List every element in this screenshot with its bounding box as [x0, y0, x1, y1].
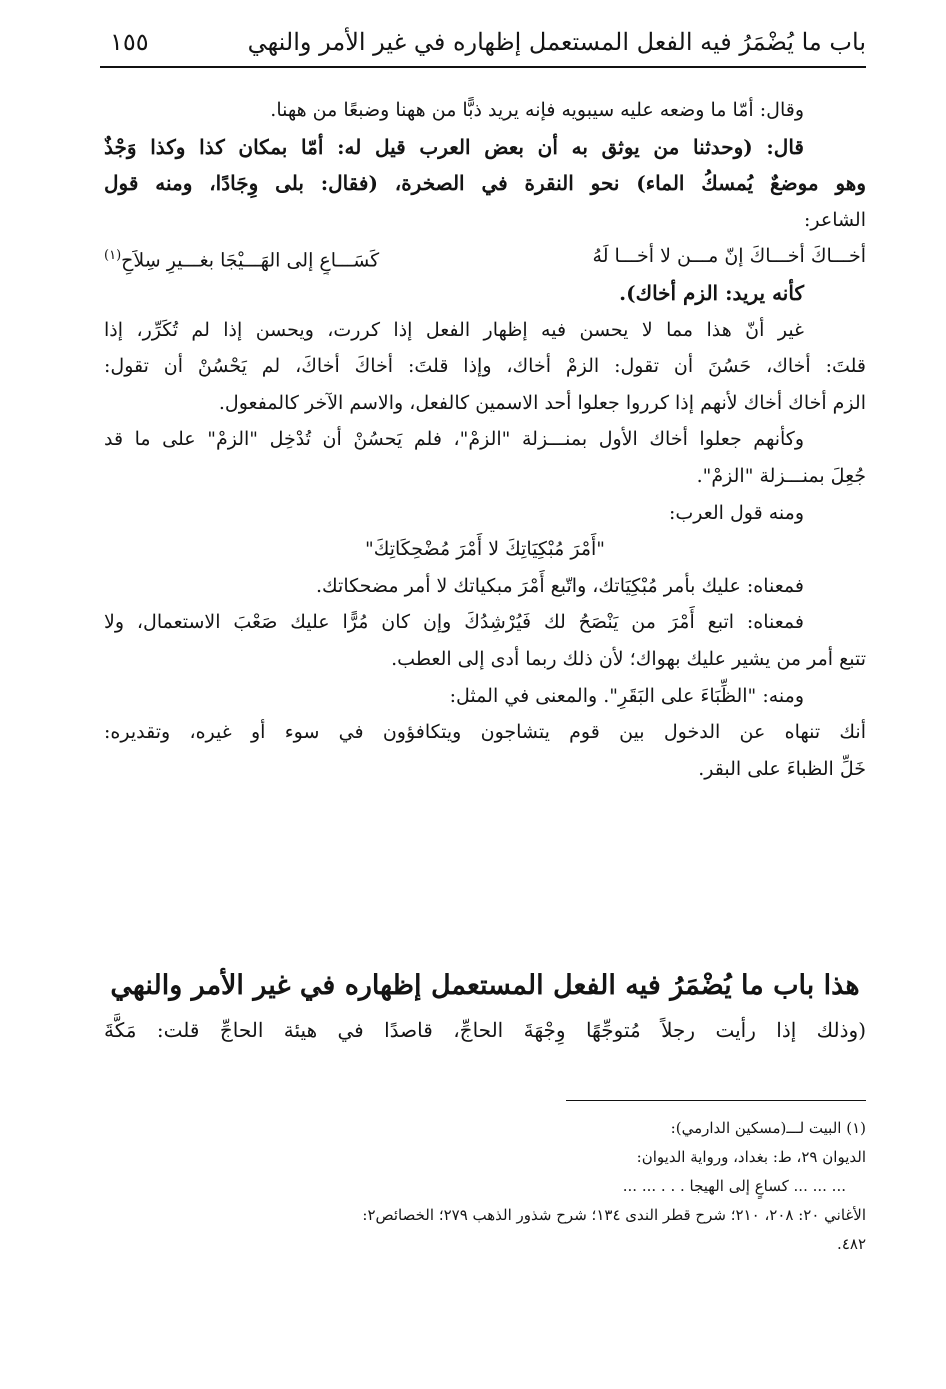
page-number: ١٥٥: [110, 28, 149, 56]
verse-second-hemistich: [104, 238, 379, 275]
footnote-line: الأغاني ٢٠: ٢٠٨، ٢١٠؛ شرح قطر الندى ١٣٤؛ شرح شذور الذهب ٢٧٩؛ الخصائص٢:: [362, 1206, 866, 1224]
paragraph-line: الزم أخاك أخاك لأنهم إذا كرروا جعلوا أحد الاسمين كالفعل، والاسم الآخر كالمفعول.: [218, 391, 866, 414]
verse-text: كَسَـــاعٍ إلى الهَـــيْجَا بغـــيرِ سِلاَحِ: [121, 249, 380, 272]
paragraph-line: الشاعر:: [803, 208, 866, 231]
paragraph-line: غير أنّ هذا مما لا يحسن فيه إظهار الفعل إذا كررت، ويحسن إذا لم تُكَرِّر، إذا: [104, 318, 804, 341]
running-title: باب ما يُضْمَرُ فيه الفعل المستعمل إظهاره في غير الأمر والنهي: [247, 28, 866, 56]
section-heading: هذا باب ما يُضْمَرُ فيه الفعل المستعمل إظهاره في غير الأمر والنهي: [110, 970, 860, 1001]
poetry-verse: [104, 238, 866, 275]
main-text: [104, 92, 866, 787]
paragraph-line: أنك تنهاه عن الدخول بين قوم يتشاجون ويتكافؤون في سوء أو غيره، وتقديره:: [104, 721, 866, 744]
paragraph-line: وقال: أمّا ما وضعه عليه سيبويه فإنه يريد ذبًّا من ههنا وضبعًا من ههنا.: [270, 99, 804, 121]
footnote-line: الديوان ٢٩، ط: بغداد، ورواية الديوان:: [636, 1148, 866, 1166]
paragraph-line: فمعناه: اتبع أَمْرَ من يَنْصَحُ لك فَيُرْشِدُكَ وإن كان مُرًّا عليك صَعْبَ الاستعمال، ولا: [104, 611, 804, 634]
footnote-line: ٤٨٢.: [837, 1235, 866, 1253]
paragraph-line: قلتَ: أخاك، حَسُنَ أن تقول: الزمْ أخاك، وإذا قلتَ: أخاكَ أخاكَ، لم يَحْسُنْ أن تقول:: [104, 355, 866, 378]
paragraph-line: كأنه يريد: الزم أخاك).: [619, 280, 804, 305]
paragraph-line: فمعناه: عليك بأمر مُبْكِيَاتك، واتّبع أَمْرَ مبكياتك لا أمر مضحكاتك.: [315, 574, 804, 597]
paragraph-line: جُعِلَ بمنـــزلة "الزمْ".: [696, 464, 866, 487]
header-rule: [100, 66, 866, 68]
paragraph-line: تتبع أمر من يشير عليك بهواك؛ لأن ذلك ربما أدى إلى العطب.: [391, 647, 866, 670]
section-first-line: (وذلك إذا رأيت رجلاً مُتوجِّهًا وِجْهَةَ الحاجِّ، قاصدًا في هيئة الحاجِّ قلت: مَكَّةَ: [104, 1018, 866, 1042]
paragraph-line: قال: (وحدثنا من يوثق به أن بعض العرب قيل له: أمّا بمكان كذا وكذا وَجْذٌ: [104, 134, 804, 159]
paragraph-line: ومنه قول العرب:: [668, 501, 804, 524]
footnote-line: ... ... ... كساعٍ إلى الهيجا . . . ... ...: [622, 1177, 846, 1195]
paragraph-line: وكأنهم جعلوا أخاك الأول بمنـــزلة "الزمْ"، فلم يَحسُنْ أن تُدْخِل "الزمْ" على ما قد: [104, 428, 804, 451]
quoted-saying: "أَمْرَ مُبْكِيَاتِكَ لا أَمْرَ مُضْحِكَاتِكَ": [364, 538, 606, 561]
footnote-marker: (١): [104, 248, 122, 264]
verse-first-hemistich: أخـــاكَ أخـــاكَ إنّ مـــن لا أخـــا لَهُ: [592, 245, 866, 268]
running-header: [100, 26, 866, 66]
footnote-line: (١) البيت لـــ(مسكين الدارمي):: [670, 1119, 866, 1137]
paragraph-line: وهو موضعٌ يُمسكُ الماء) نحو النقرة في الصخرة، (فقال: بلى وِجَادًا، ومنه قول: [104, 171, 866, 196]
footnotes: [104, 1114, 866, 1259]
paragraph-line: خَلِّ الظباءَ على البقر.: [698, 757, 866, 780]
paragraph-line: ومنه: "الظِّبَاءَ على البَقَرِ". والمعنى في المثل:: [449, 684, 804, 707]
footnote-rule: [566, 1100, 866, 1101]
